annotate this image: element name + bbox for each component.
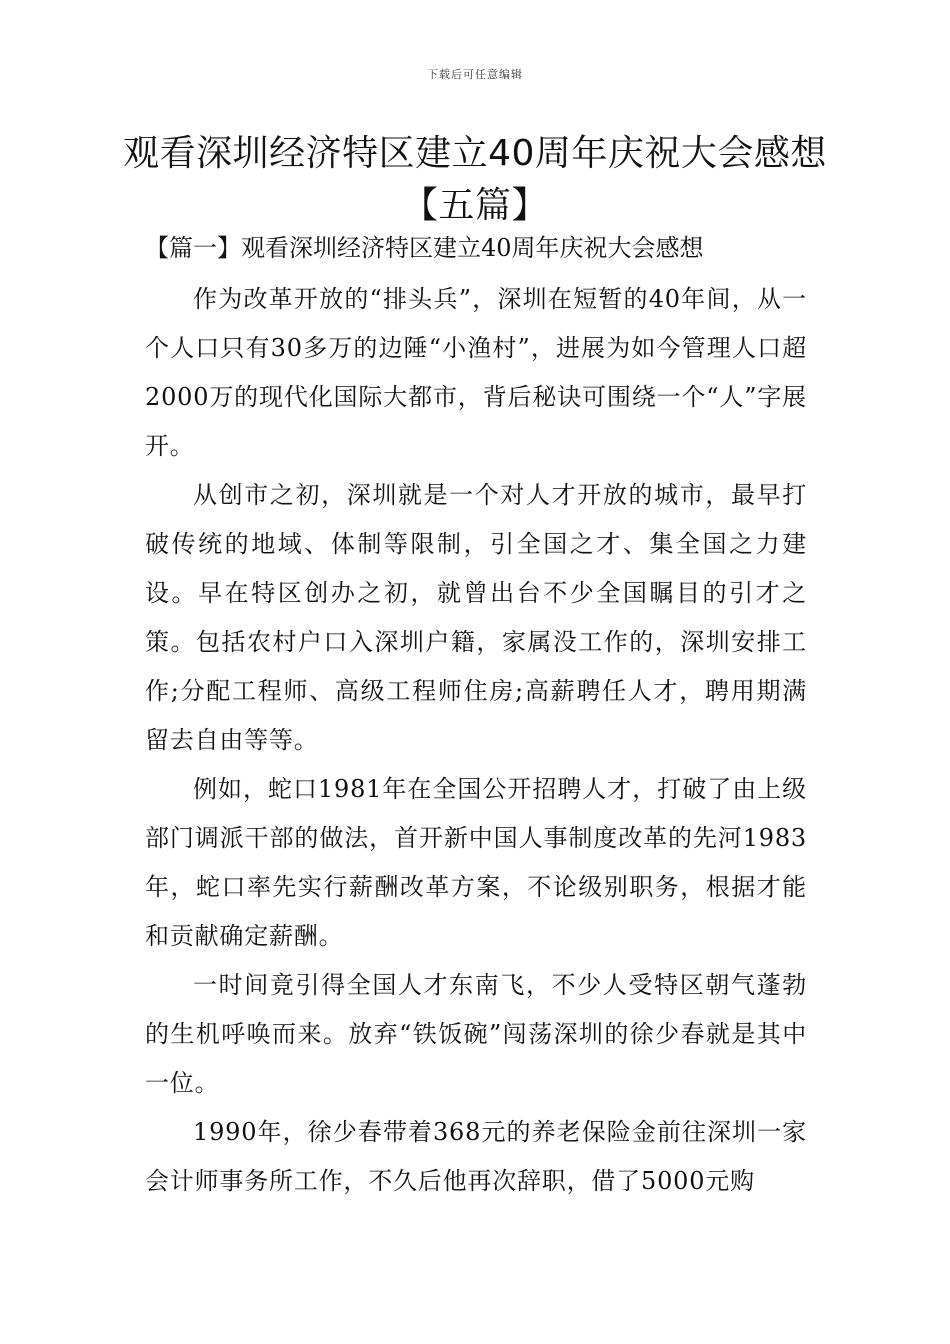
section-heading: 【篇一】观看深圳经济特区建立40周年庆祝大会感想 (145, 234, 704, 262)
paragraph-2: 从创市之初，深圳就是一个对人才开放的城市，最早打破传统的地域、体制等限制，引全国之才、集全国之力建设。早在特区创办之初，就曾出台不少全国瞩目的引才之策。包括农村户口入深圳户籍，家属没工作的，深圳安排工作;分配工程师、高级工程师住房;高薪聘任人才，聘用期满留去自由等等。 (145, 481, 807, 754)
paragraph-3: 例如，蛇口1981年在全国公开招聘人才，打破了由上级部门调派干部的做法，首开新中国人事制度改革的先河1983年，蛇口率先实行薪酬改革方案，不论级别职务，根据才能和贡献确定薪酬。 (145, 775, 807, 950)
header-note: 下载后可任意编辑 (427, 68, 523, 81)
paragraph-1: 作为改革开放的“排头兵”，深圳在短暂的40年间，从一个人口只有30多万的边陲“小渔村”，进展为如今管理人口超2000万的现代化国际大都市，背后秘诀可围绕一个“人”字展开。 (145, 285, 807, 460)
document-title: 观看深圳经济特区建立40周年庆祝大会感想【五篇】 (123, 133, 827, 226)
paragraph-4: 一时间竟引得全国人才东南飞，不少人受特区朝气蓬勃的生机呼唤而来。放弃“铁饭碗”闯荡深圳的徐少春就是其中一位。 (145, 971, 807, 1097)
body-text (145, 275, 807, 1206)
paragraph-5: 1990年，徐少春带着368元的养老保险金前往深圳一家会计师事务所工作，不久后他再次辞职，借了5000元购 (145, 1118, 807, 1195)
